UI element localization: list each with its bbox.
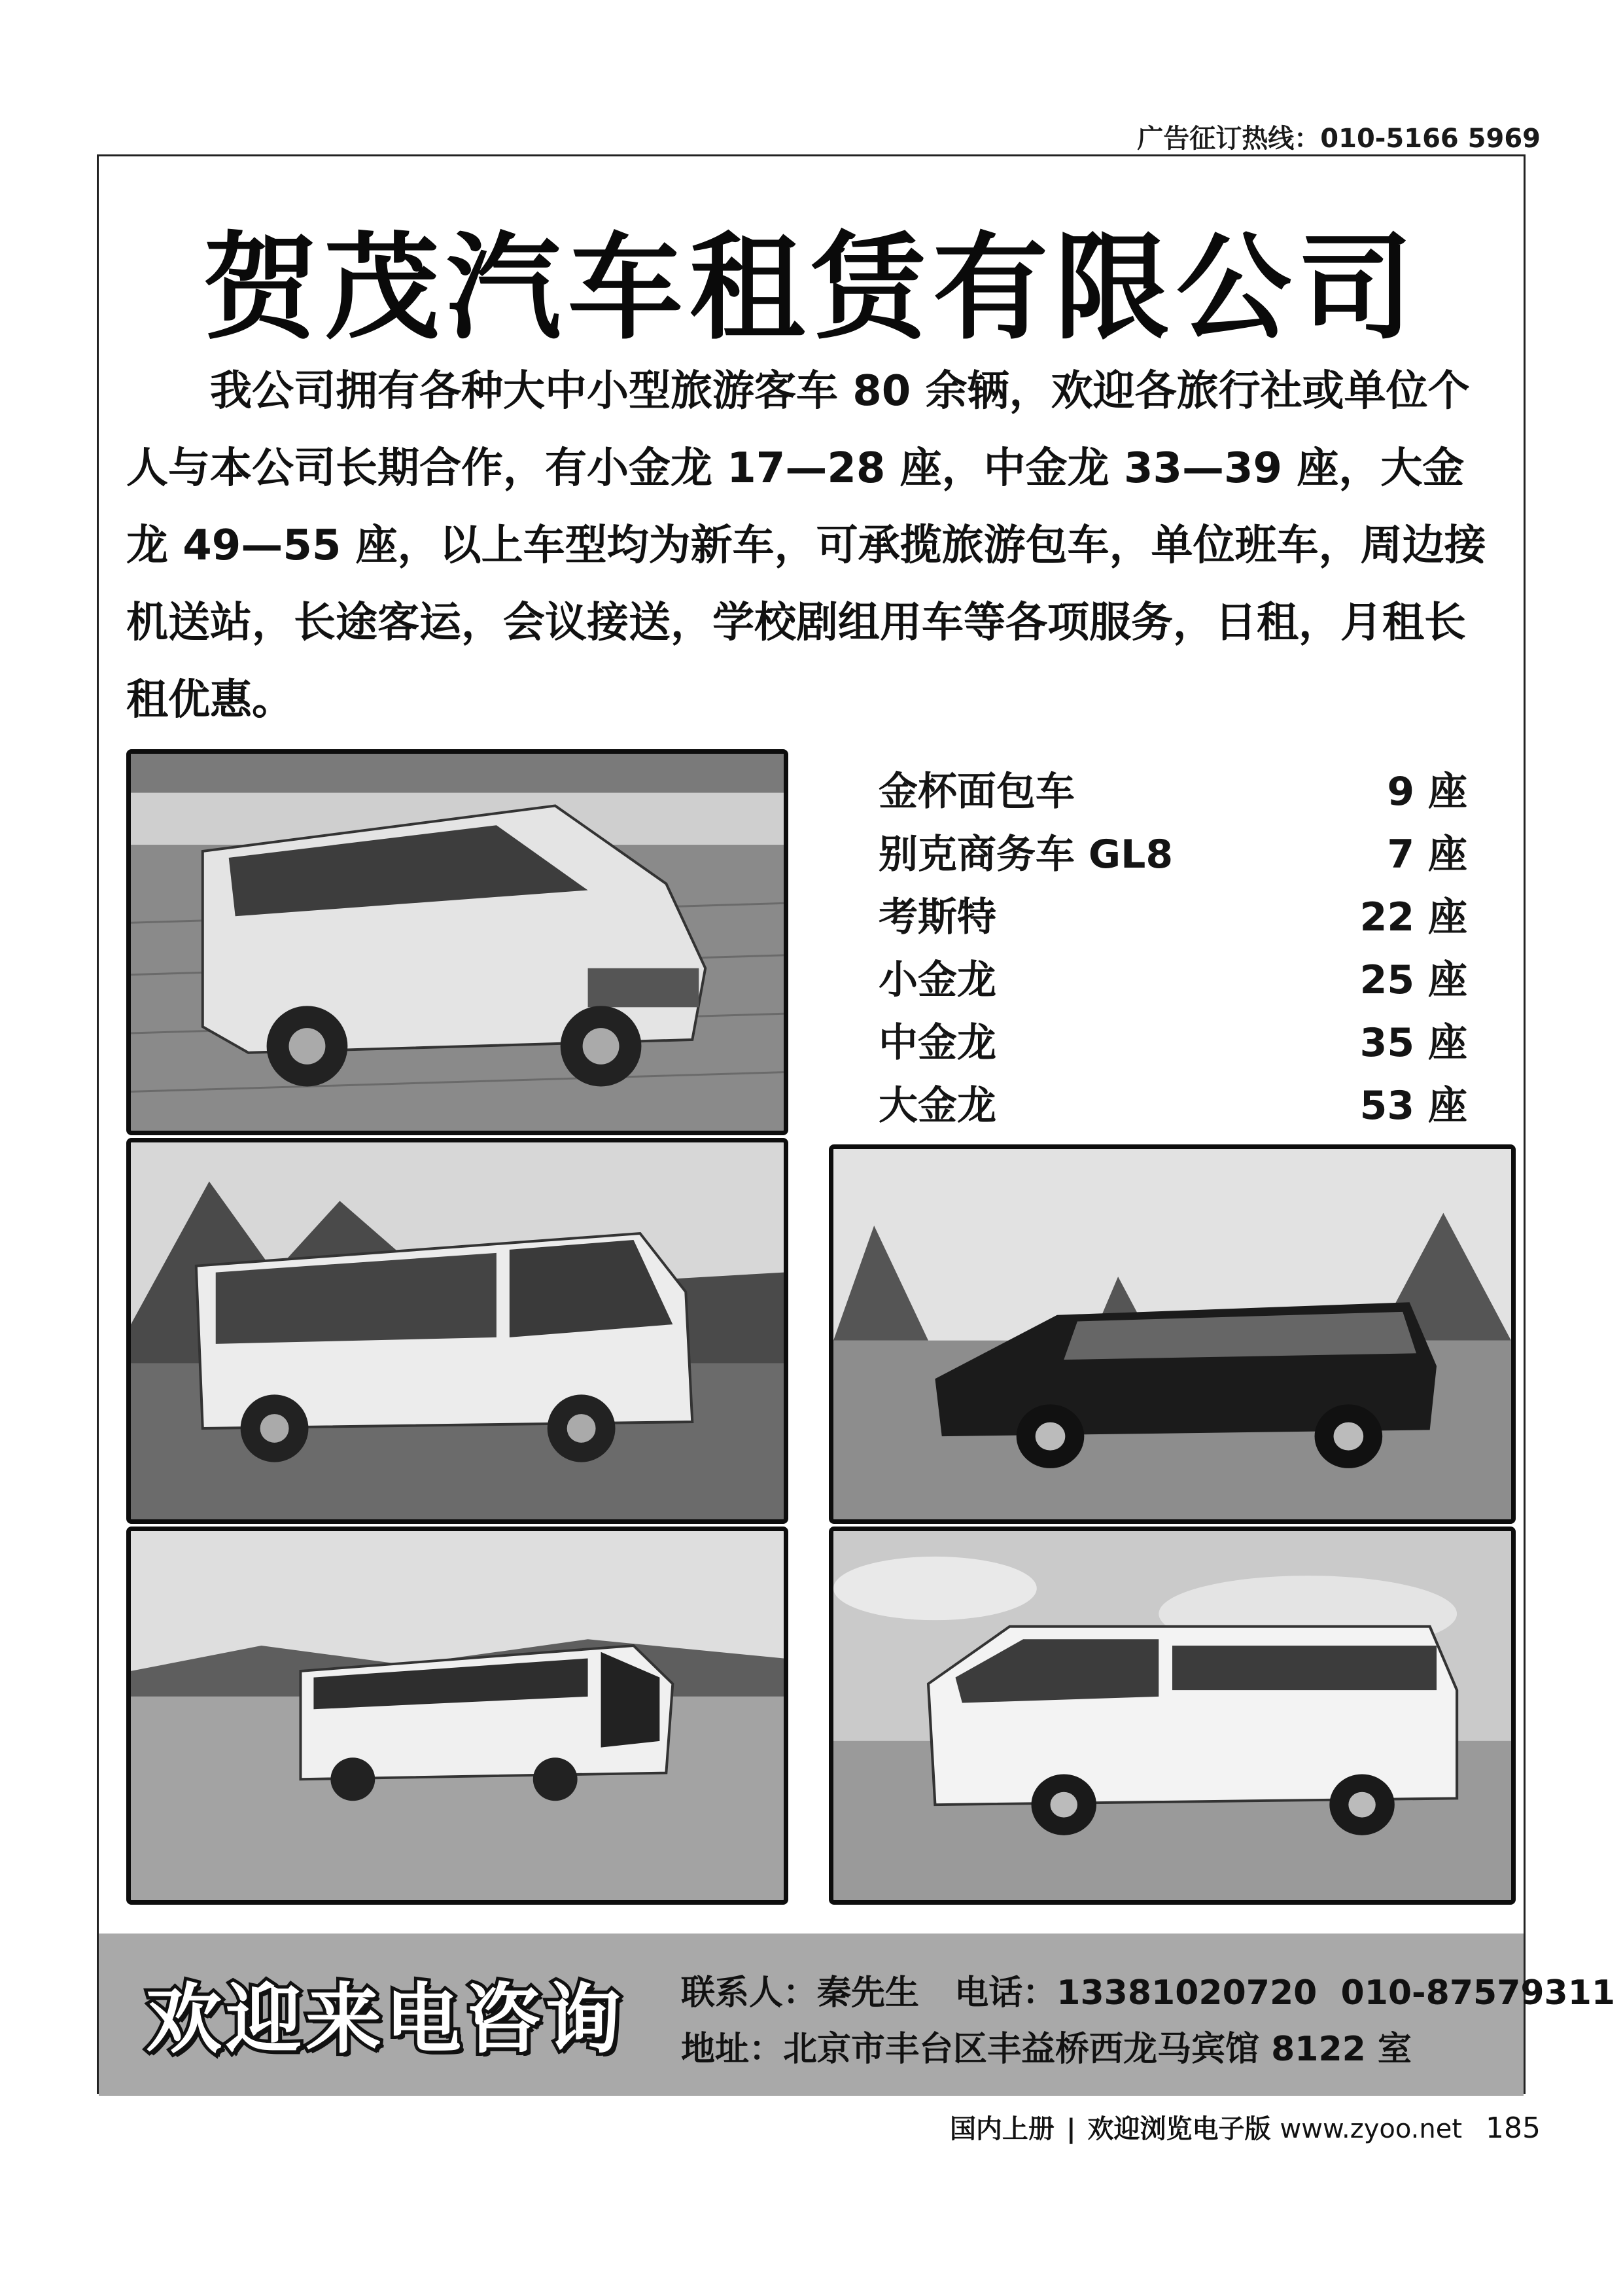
gl8-image — [833, 1149, 1511, 1519]
footer-slogan: 欢迎浏览电子版 — [1087, 2114, 1271, 2144]
vehicle-row — [879, 1008, 1467, 1071]
footer-separator: | — [1066, 2114, 1076, 2144]
contact-phone-line: 联系人：秦先生 电话：13381020720 010-87579311 — [681, 1973, 1616, 2013]
big-coach-photo — [126, 1527, 788, 1905]
footer-url[interactable]: www.zyoo.net — [1280, 2114, 1463, 2144]
vehicle-name: 金杯面包车 — [879, 769, 1075, 815]
van-image — [131, 754, 784, 1131]
vehicle-name: 别克商务车 GL8 — [879, 832, 1174, 877]
vehicle-seat-list — [879, 757, 1467, 1134]
vehicle-row — [879, 757, 1467, 820]
vehicle-row — [879, 883, 1467, 945]
van-photo — [126, 749, 788, 1135]
minibus-photo — [829, 1527, 1516, 1905]
vehicle-seats: 22 座 — [1359, 894, 1467, 940]
ad-hotline: 广告征订热线：010-5166 5969 — [1137, 124, 1541, 154]
vehicle-seats: 7 座 — [1387, 832, 1467, 877]
contact-band — [99, 1934, 1616, 2096]
page-number: 185 — [1486, 2111, 1541, 2145]
vehicle-row — [879, 820, 1467, 883]
vehicle-row — [879, 1071, 1467, 1134]
page-footer — [950, 2108, 1541, 2146]
advertisement-frame — [97, 154, 1616, 2094]
welcome-call-banner: 欢迎来电咨询 — [146, 1975, 625, 2064]
vehicle-seats: 53 座 — [1359, 1083, 1467, 1129]
vehicle-row — [879, 945, 1467, 1008]
footer-section: 国内上册 — [949, 2114, 1055, 2144]
vehicle-name: 小金龙 — [879, 957, 996, 1003]
vehicle-name: 中金龙 — [879, 1020, 996, 1066]
vehicle-seats: 35 座 — [1359, 1020, 1467, 1066]
contact-info — [681, 1965, 1615, 2077]
company-title: 贺茂汽车租赁有限公司 — [202, 221, 1420, 355]
contact-address-line: 地址：北京市丰台区丰益桥西龙马宾馆 8122 室 — [681, 2030, 1412, 2069]
gl8-photo — [829, 1144, 1516, 1524]
minibus-image — [833, 1531, 1511, 1900]
coaster-photo — [126, 1138, 788, 1524]
company-intro: 我公司拥有各种大中小型旅游客车 80 余辆，欢迎各旅行社或单位个人与本公司长期合作，有小金龙 17—28 座，中金龙 33—39 座，大金龙 49—55 座，以上车型均为新车，可承揽旅游包车，单位班车，周边接机送站，长途客运，会议接送，学校剧组用车等各项服务，日租，月租长租优惠。 — [126, 367, 1486, 724]
vehicle-seats: 25 座 — [1359, 957, 1467, 1003]
coaster-image — [131, 1142, 784, 1519]
vehicle-seats: 9 座 — [1387, 769, 1467, 815]
big-coach-image — [131, 1531, 784, 1900]
vehicle-name: 大金龙 — [879, 1083, 996, 1129]
vehicle-name: 考斯特 — [879, 894, 996, 940]
